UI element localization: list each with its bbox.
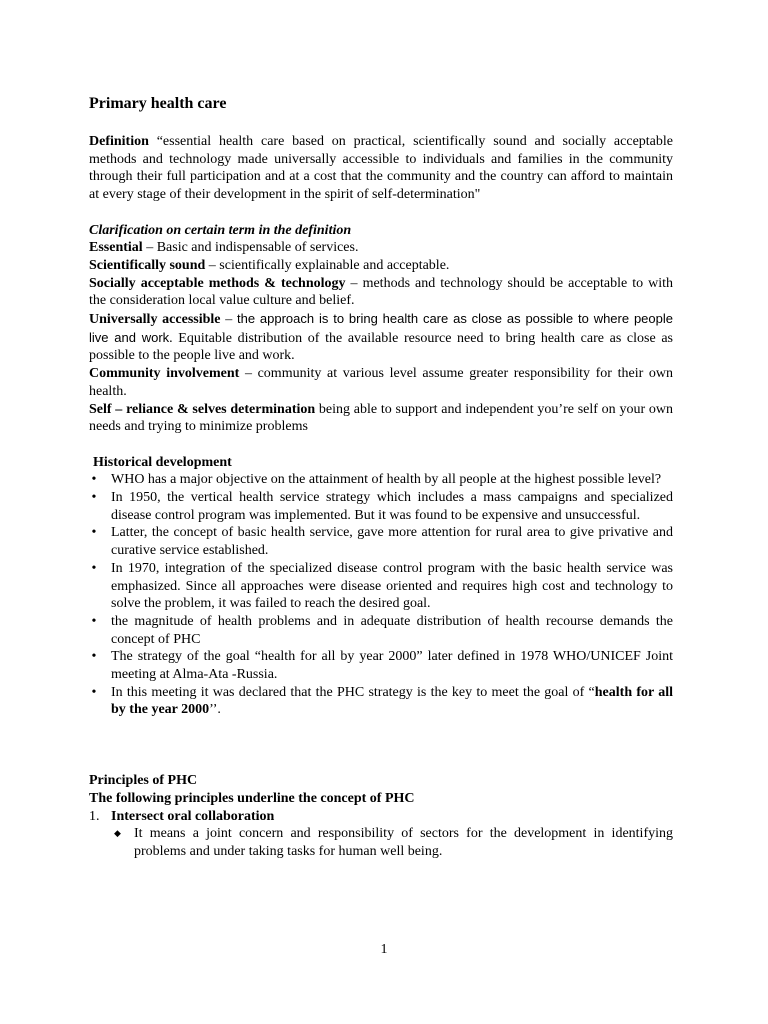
term-text-sans: the approach is to bring health care as close as possible to where people live and work bbox=[89, 311, 673, 345]
term-text: – scientifically explainable and acceptable. bbox=[205, 257, 450, 273]
list-item bbox=[89, 613, 673, 648]
list-item bbox=[89, 489, 673, 524]
bullet-icon: • bbox=[91, 525, 97, 541]
list-item-text: the magnitude of health problems and in adequate distribution of health recourse demands the concept of PHC bbox=[111, 613, 673, 647]
list-item bbox=[89, 471, 673, 489]
list-item-text: In 1970, integration of the specialized disease control program with the basic health service was emphasized. Since all approaches were disease oriented and requires high cost and technology to solve the problem, it was failed to reach the desired goal. bbox=[111, 560, 673, 612]
term-label: Self – reliance & selves determination bbox=[89, 401, 316, 417]
principles-subheading bbox=[89, 790, 673, 808]
principle-sub-item-text: It means a joint concern and responsibility of sectors for the development in identifying problems and under taking tasks for human well being. bbox=[134, 826, 673, 859]
term-label: Essential bbox=[89, 240, 143, 256]
term-community-involvement bbox=[89, 365, 673, 400]
term-text: – Basic and indispensable of services. bbox=[142, 240, 359, 256]
diamond-bullet-icon: ◆ bbox=[114, 828, 121, 839]
bullet-icon: • bbox=[91, 560, 97, 576]
term-self-reliance bbox=[89, 401, 673, 436]
list-item-text: The strategy of the goal “health for all by year 2000” later defined in 1978 WHO/UNICEF Joint meeting at Alma-Ata -Russia. bbox=[111, 649, 673, 683]
page-title: Primary health care bbox=[89, 95, 227, 112]
historical-list bbox=[89, 471, 673, 719]
document-page bbox=[89, 94, 673, 861]
list-item-text: In 1950, the vertical health service strategy which includes a mass campaigns and specialized disease control program was implemented. But it was found to be expensive and unsuccessful. bbox=[111, 490, 673, 523]
list-item-text: Latter, the concept of basic health service, gave more attention for rural area to give privative and curative service established. bbox=[111, 525, 673, 559]
definition-paragraph bbox=[89, 133, 673, 204]
bullet-icon: • bbox=[91, 649, 97, 665]
principle-title: Intersect oral collaboration bbox=[111, 808, 275, 824]
list-item bbox=[89, 648, 673, 683]
list-item-text: WHO has a major objective on the attainment of health by all people at the highest possible level? bbox=[111, 472, 662, 488]
principle-sub-item bbox=[89, 825, 673, 860]
bullet-icon: • bbox=[91, 490, 97, 506]
principles-heading bbox=[89, 772, 673, 790]
list-item bbox=[89, 524, 673, 559]
term-socially-acceptable bbox=[89, 275, 673, 310]
principles-heading-text: Principles of PHC bbox=[89, 773, 198, 789]
term-universally-accessible bbox=[89, 310, 673, 365]
definition-text: “essential health care based on practical, scientifically sound and socially acceptable methods and technology made universally accessible to individuals and families in the community through their full participation and at a cost that the community and the country can afford to maintain at every stage of their development in the spirit of self-determination" bbox=[89, 134, 673, 203]
list-item bbox=[89, 684, 673, 719]
list-item-text: In this meeting it was declared that the PHC strategy is the key to meet the goal of “ bbox=[111, 684, 595, 700]
term-text: – community at various level assume greater responsibility for their own health. bbox=[89, 366, 673, 399]
principle-number: 1. bbox=[89, 808, 100, 824]
term-text: being able to support and independent you’re self on your own needs and trying to minimize problems bbox=[89, 401, 673, 435]
spacer bbox=[89, 436, 673, 454]
principle-item bbox=[89, 808, 673, 826]
bullet-icon: • bbox=[91, 613, 97, 629]
spacer bbox=[89, 719, 673, 772]
page-number: 1 bbox=[380, 942, 388, 957]
list-item-text-after: ’’. bbox=[209, 702, 221, 718]
term-label: Scientifically sound bbox=[89, 257, 206, 273]
list-item bbox=[89, 560, 673, 613]
term-label: Universally accessible bbox=[89, 312, 221, 328]
term-text: – methods and technology should be acceptable to with the consideration local value culture and belief. bbox=[89, 275, 674, 309]
term-label: Community involvement bbox=[89, 366, 240, 382]
definition-label: Definition bbox=[89, 134, 149, 149]
term-text: – bbox=[220, 312, 237, 328]
historical-heading: Historical development bbox=[93, 454, 232, 470]
term-text-after: . Equitable distribution of the available resource need to bring health care as close as possible to the people live and work. bbox=[89, 330, 673, 364]
term-label: Socially acceptable methods & technology bbox=[89, 275, 346, 291]
spacer bbox=[89, 204, 673, 222]
clarification-heading: Clarification on certain term in the definition bbox=[89, 222, 352, 238]
term-essential bbox=[89, 239, 673, 257]
bullet-icon: • bbox=[91, 684, 97, 700]
bullet-icon: • bbox=[91, 472, 97, 488]
term-scientifically-sound bbox=[89, 257, 673, 275]
list-item-bold-text: health for all by the year 2000 bbox=[111, 684, 673, 718]
principles-subheading-text: The following principles underline the concept of PHC bbox=[89, 790, 415, 806]
